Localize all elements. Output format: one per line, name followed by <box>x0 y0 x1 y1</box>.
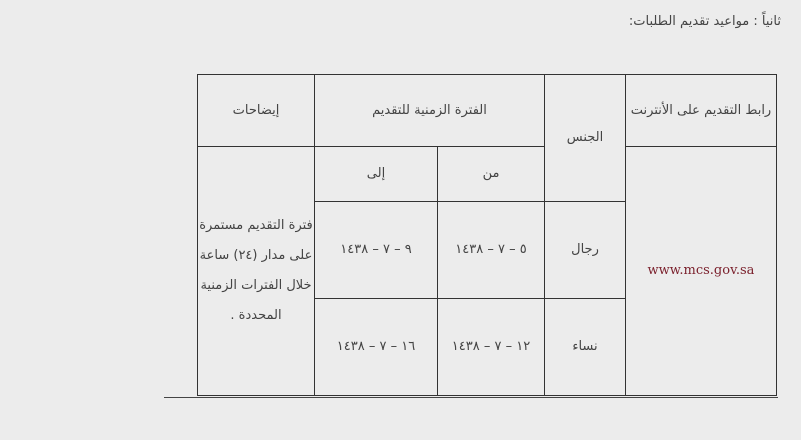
link-cell <box>626 147 777 396</box>
row-to-date: ٩ – ٧ – ١٤٣٨ <box>315 202 438 299</box>
notes-text: فترة التقديم مستمرة على مدار (٢٤) ساعة خلال الفترات الزمنية المحددة . <box>199 218 313 323</box>
notes-cell <box>198 147 315 396</box>
row-from-date: ٥ – ٧ – ١٤٣٨ <box>438 202 545 299</box>
registration-link[interactable]: www.mcs.gov.sa <box>647 263 755 278</box>
application-schedule-table <box>197 74 777 396</box>
header-from: من <box>438 147 545 202</box>
table-subheader-row <box>198 147 777 202</box>
bottom-rule <box>164 397 778 398</box>
table-header-row <box>198 75 777 147</box>
header-gender: الجنس <box>545 75 626 202</box>
row-gender: رجال <box>545 202 626 299</box>
header-period: الفترة الزمنية للتقديم <box>315 75 545 147</box>
row-to-date: ١٦ – ٧ – ١٤٣٨ <box>315 299 438 396</box>
section-heading: ثانياً : مواعيد تقديم الطلبات: <box>628 14 781 29</box>
header-link: رابط التقديم على الأنترنت <box>626 75 777 147</box>
row-from-date: ١٢ – ٧ – ١٤٣٨ <box>438 299 545 396</box>
header-to: إلى <box>315 147 438 202</box>
row-gender: نساء <box>545 299 626 396</box>
header-notes: إيضاحات <box>198 75 315 147</box>
